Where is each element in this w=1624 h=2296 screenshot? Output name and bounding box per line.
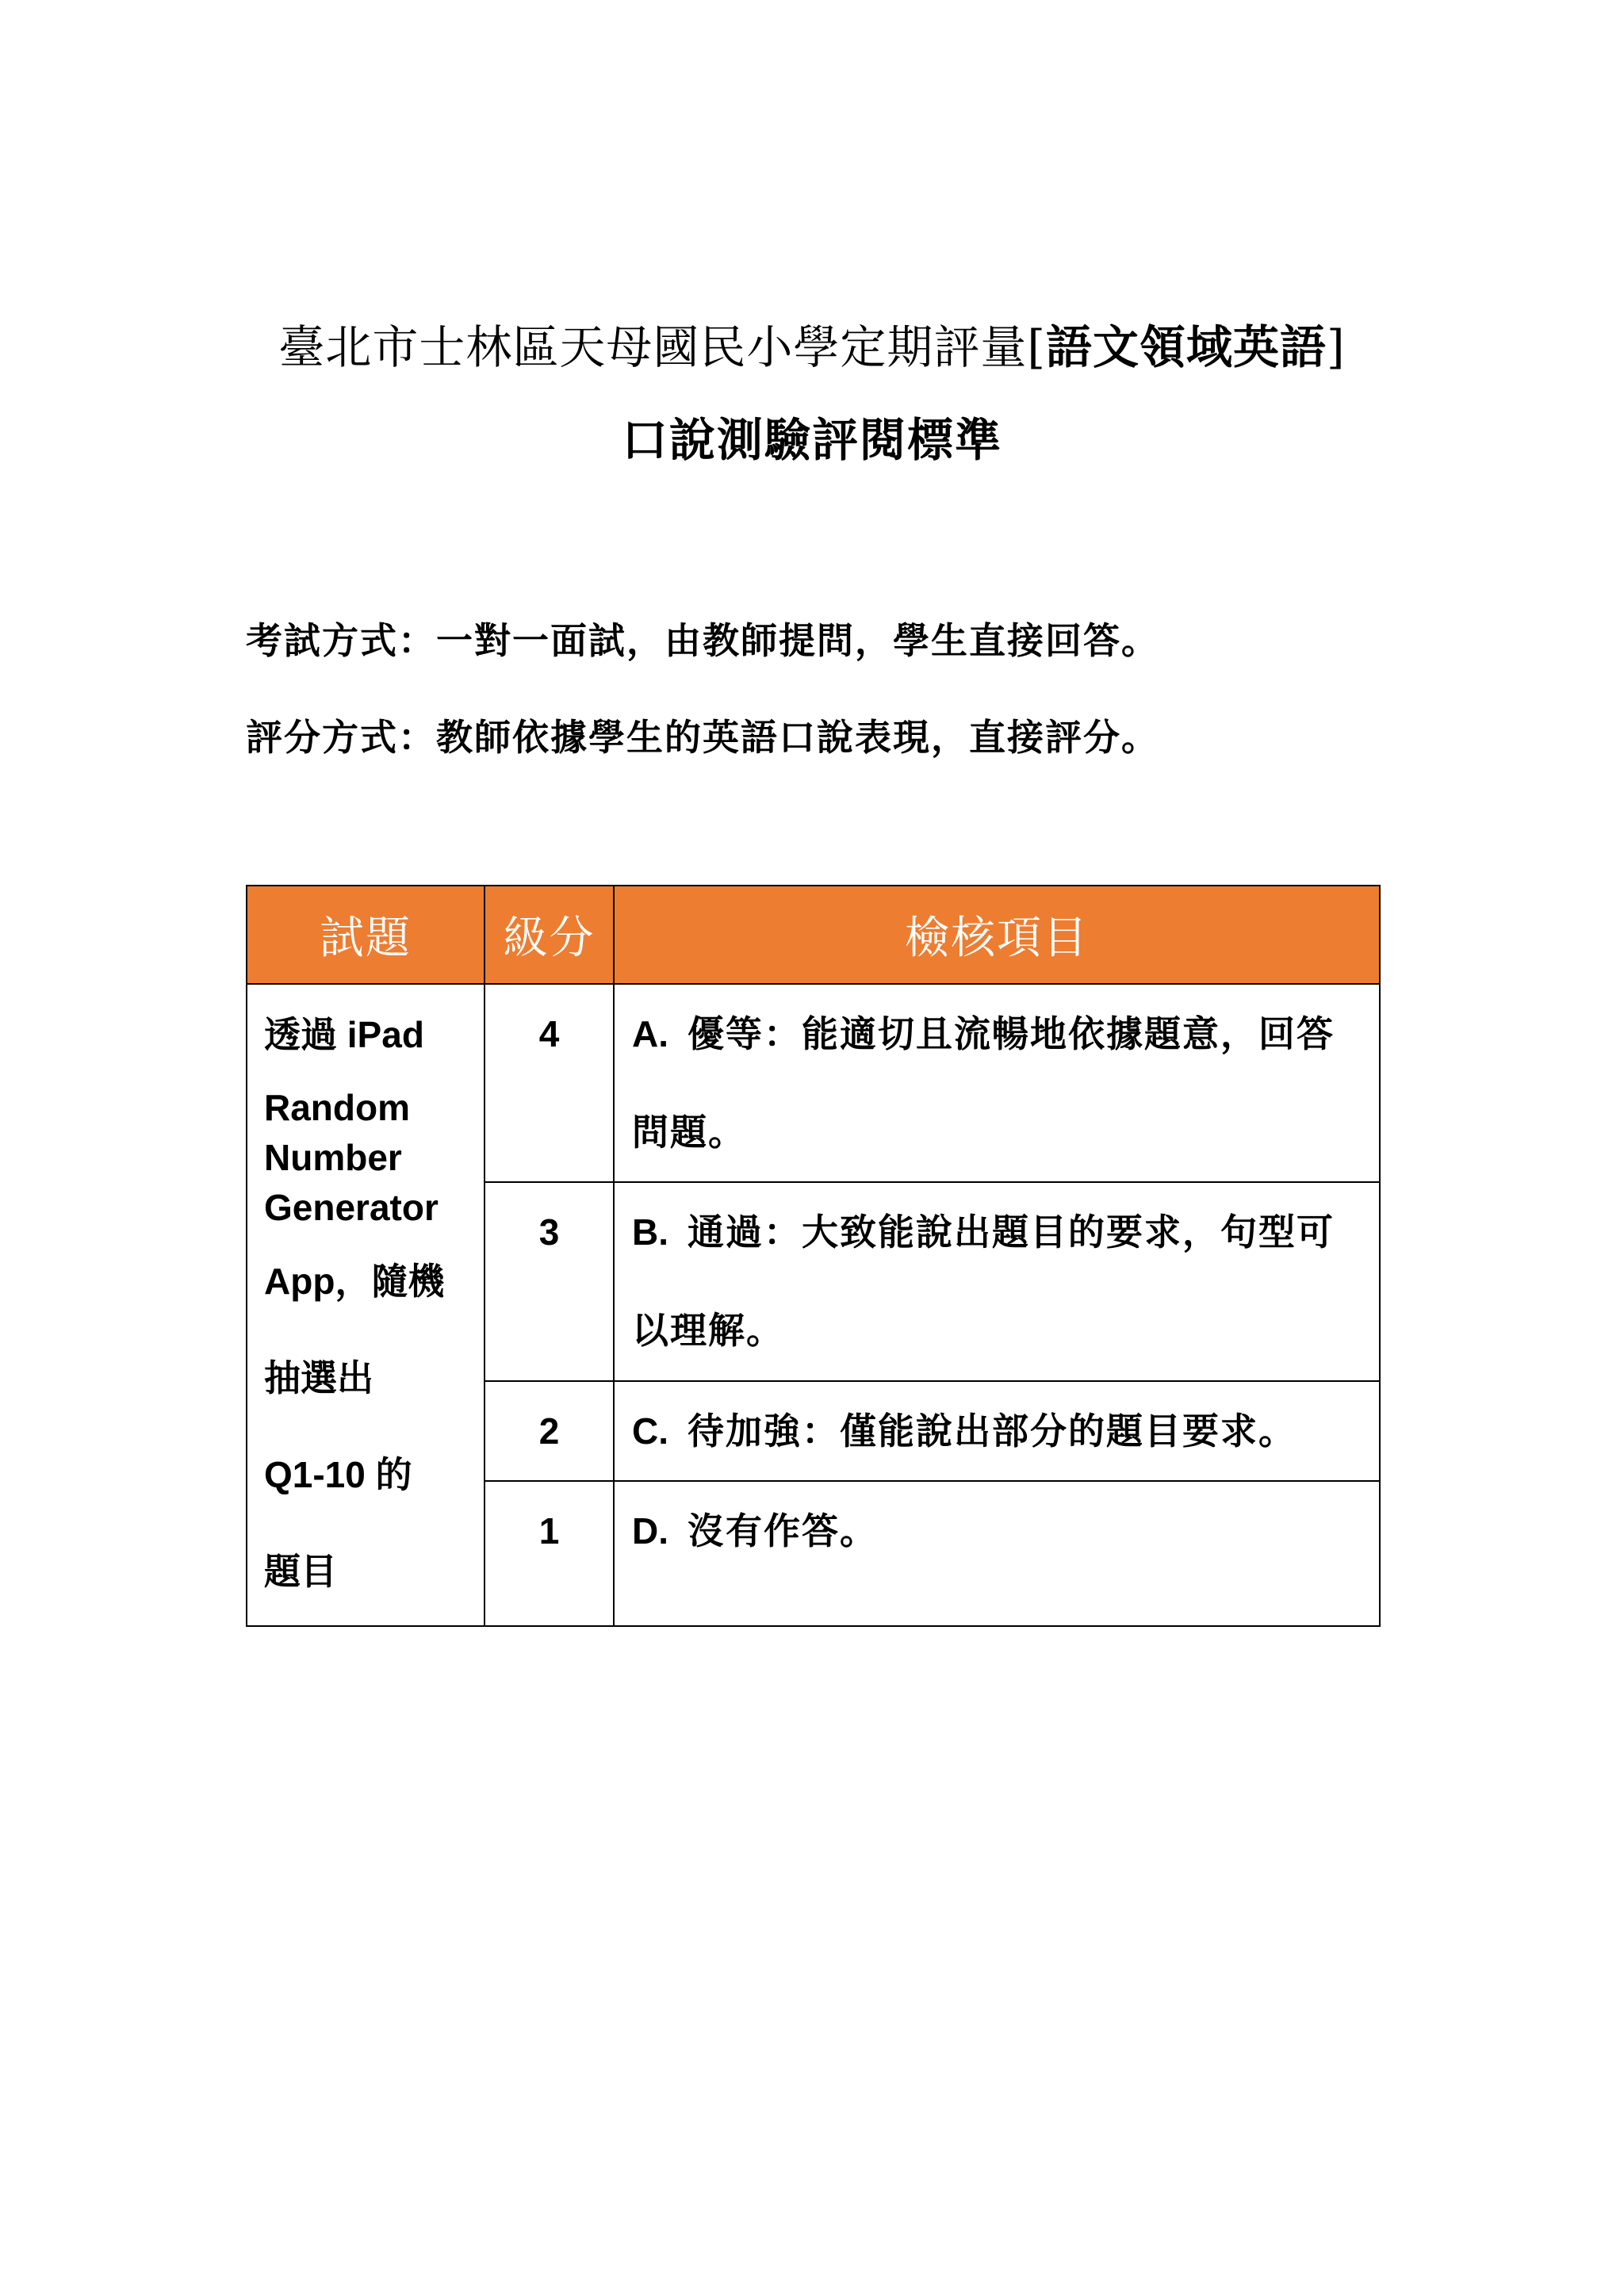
table-row [247,984,1380,1182]
exam-method-paragraph: 考試方式：一對一面試，由教師提問，學生直接回答。 [246,619,1159,662]
test-item-cell [247,984,485,1626]
score-cell: 4 [485,984,614,1182]
criteria-cell [614,1381,1380,1481]
criteria-text: 通過：大致能說出題目的要求，句型可 [688,1211,1335,1253]
criteria-cell [614,1481,1380,1626]
test-item-line: Random [264,1087,410,1128]
table-header-row [247,886,1380,984]
test-item-line: Q1-10 的 [264,1454,412,1495]
document-subtitle: 口說測驗評閱標準 [621,413,1002,467]
test-item-line: App，隨機 [264,1261,445,1302]
criteria-level-letter: D. [632,1510,668,1552]
score-cell: 2 [485,1381,614,1481]
title-closing-bracket: ] [1327,320,1346,374]
criteria-line [632,985,1379,1083]
criteria-text: 優等：能適切且流暢地依據題意，回答 [688,1012,1335,1055]
criteria-level-letter: B. [632,1211,668,1253]
criteria-text: 沒有作答。 [688,1510,878,1552]
criteria-cell [614,1182,1380,1381]
table-header-cell: 級分 [485,886,614,984]
score-cell: 3 [485,1182,614,1381]
test-item-line: 抽選出 [264,1357,373,1399]
table-header-cell: 試題 [247,886,485,984]
criteria-level-letter: C. [632,1410,668,1452]
scoring-method-paragraph: 評分方式：教師依據學生的英語口說表現，直接評分。 [246,716,1159,759]
title-subject: 語文領域英語 [1045,320,1327,374]
test-item-line: Number [264,1137,402,1178]
title-school-text: 臺北市士林區天母國民小學定期評量[ [278,320,1046,374]
criteria-line [632,1382,1379,1480]
criteria-text-continued: 以理解。 [632,1309,784,1352]
test-item-line: 題目 [264,1551,337,1592]
criteria-cell [614,984,1380,1182]
test-item-line: 透過 iPad [264,1014,424,1055]
criteria-line [632,1482,1379,1580]
test-item-line: Generator [264,1187,439,1228]
criteria-line [632,1183,1379,1281]
table-header-cell: 檢核項目 [614,886,1380,984]
rubric-table [246,885,1381,1627]
criteria-text-continued: 問題。 [632,1111,746,1154]
document-title [0,316,1624,379]
criteria-level-letter: A. [632,1013,668,1054]
criteria-text: 待加強：僅能說出部分的題目要求。 [688,1410,1297,1452]
score-cell: 1 [485,1481,614,1626]
